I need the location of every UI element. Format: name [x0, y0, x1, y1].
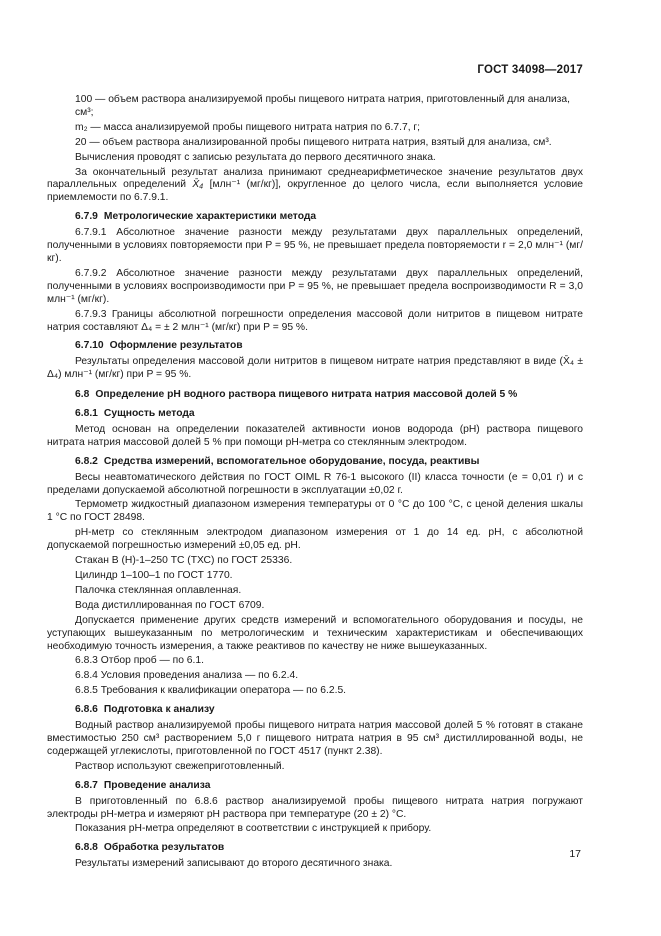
paragraph: Стакан В (Н)-1–250 ТС (ТХС) по ГОСТ 25336. [75, 555, 293, 567]
section-number: 6.8.6 [75, 704, 98, 716]
section-number: 6.8 [75, 389, 90, 401]
section-title: Метрологические характеристики метода [103, 211, 317, 223]
paragraph: pH-метр со стеклянным электродом диапазоном измерения от 1 до 14 ед. pH, с абсолютной допускаемой погрешностью измерений ±0,05 ед. pH. [47, 527, 583, 552]
paragraph-text: За окончательный результат анализа принимают среднеарифметическое значение результатов двух параллельных определений [47, 166, 583, 191]
section-number: 6.8.1 [75, 408, 98, 420]
paragraph: Метод основан на определении показателей активности ионов водорода (pH) раствора пищевого нитрата натрия массовой долей 5 % при помощи pH-метра со стеклянным электродом. [47, 423, 583, 448]
paragraph: В приготовленный по 6.8.6 раствор анализируемой пробы пищевого нитрата натрия погружают электроды pH-метра и измеряют pH раствора при температуре (20 ± 2) °C. [47, 795, 583, 820]
paragraph: 6.8.4 Условия проведения анализа — по 6.2.4. [75, 670, 299, 682]
section-heading [75, 842, 583, 855]
section-title: Проведение анализа [103, 779, 211, 791]
paragraph: 6.8.3 Отбор проб — по 6.1. [75, 655, 204, 667]
section-heading [75, 704, 583, 717]
paragraph: Допускается применение других средств измерений и вспомогательного оборудования и посуды, не уступающих вышеуказанным по метрологическим и техническим характеристикам и обеспечивающих необходимую точность измерения, а также реактивов по качеству не ниже вышеуказанных. [47, 614, 583, 652]
section-title: Сущность метода [103, 408, 195, 420]
paragraph: Водный раствор анализируемой пробы пищевого нитрата натрия массовой долей 5 % готовят в стакане вместимостью 250 см³ растворением 5,0 г пищевого нитрата натрия в 95 см³ дистиллированной воды, не содержащей углекислоты, приготовленной по ГОСТ 4517 (пункт 2.38). [47, 720, 583, 757]
paragraph: Термометр жидкостный диапазоном измерения температуры от 0 °C до 100 °C, с ценой деления шкалы 1 °C по ГОСТ 28498. [47, 499, 583, 524]
document-body [47, 94, 583, 873]
paragraph-text: [млн⁻¹ (мг/кг)], округленное до целого числа, если выполняется условие приемлемости по 6.7.9.1. [47, 179, 583, 204]
section-number: 6.8.8 [75, 842, 98, 854]
section-heading [75, 408, 583, 421]
paragraph: Показания pH-метра определяют в соответствии с инструкцией к прибору. [75, 823, 432, 835]
section-title: Обработка результатов [103, 842, 225, 854]
section-number: 6.7.10 [75, 340, 104, 352]
paragraph: Раствор используют свежеприготовленный. [75, 760, 285, 772]
result-symbol: X̄₄ [192, 179, 204, 191]
section-title: Подготовка к анализу [103, 704, 215, 716]
formula-legend-100: 100 — объем раствора анализируемой пробы пищевого нитрата натрия, приготовленный для анализа, см³; [75, 94, 570, 118]
section-title: Оформление результатов [109, 340, 243, 352]
paragraph: 6.8.5 Требования к квалификации оператора — по 6.2.5. [75, 685, 347, 697]
paragraph: 6.7.9.3 Границы абсолютной погрешности определения массовой доли нитритов в пищевом нитрате натрия составляют Δ₄ = ± 2 млн⁻¹ (мг/кг) при P = 95 %. [47, 308, 583, 333]
section-number: 6.8.2 [75, 455, 98, 467]
formula-legend-20: 20 — объем раствора анализированной пробы пищевого нитрата натрия, взятый для анализа, см³. [75, 136, 552, 148]
paragraph: Палочка стеклянная оплавленная. [75, 584, 242, 596]
section-heading [75, 211, 583, 224]
formula-legend-m2: m₂ — масса анализируемой пробы пищевого нитрата натрия по 6.7.7, г; [75, 121, 421, 133]
paragraph: 6.7.9.1 Абсолютное значение разности между результатами двух параллельных определений, полученными в условиях повторяемости при P = 95 %, не превышает предела повторяемости r = 2,0 млн⁻¹ (мг/кг). [47, 227, 583, 264]
section-title: Средства измерений, вспомогательное оборудование, посуда, реактивы [103, 455, 480, 467]
section-heading [75, 389, 583, 402]
section-heading [75, 456, 583, 469]
section-title: Определение pH водного раствора пищевого нитрата натрия массовой долей 5 % [95, 389, 518, 401]
section-heading [75, 340, 583, 353]
paragraph: Вычисления проводят с записью результата до первого десятичного знака. [75, 151, 436, 163]
paragraph: Результаты определения массовой доли нитритов в пищевом нитрате натрия представляют в виде (X̄₄ ± Δ₄) млн⁻¹ (мг/кг) при P = 95 %. [47, 356, 583, 381]
paragraph: Результаты измерений записывают до второго десятичного знака. [75, 858, 393, 870]
paragraph: Вода дистиллированная по ГОСТ 6709. [75, 599, 265, 611]
paragraph: Цилиндр 1–100–1 по ГОСТ 1770. [75, 570, 233, 581]
page-number: 17 [569, 848, 581, 860]
section-number: 6.7.9 [75, 211, 98, 223]
document-header: ГОСТ 34098—2017 [477, 64, 583, 76]
paragraph [47, 167, 583, 206]
paragraph: 6.7.9.2 Абсолютное значение разности между результатами двух параллельных определений, полученными в условиях воспроизводимости при P = 95 %, не превышает предела воспроизводимости R = 3,0 млн⁻¹ (мг/кг). [47, 267, 583, 305]
section-heading [75, 780, 583, 793]
paragraph: Весы неавтоматического действия по ГОСТ OIML R 76-1 высокого (II) класса точности (e = 0,01 г) и с пределами допускаемой абсолютной погрешности в эксплуатации ±0,02 г. [47, 471, 583, 496]
section-number: 6.8.7 [75, 779, 98, 791]
